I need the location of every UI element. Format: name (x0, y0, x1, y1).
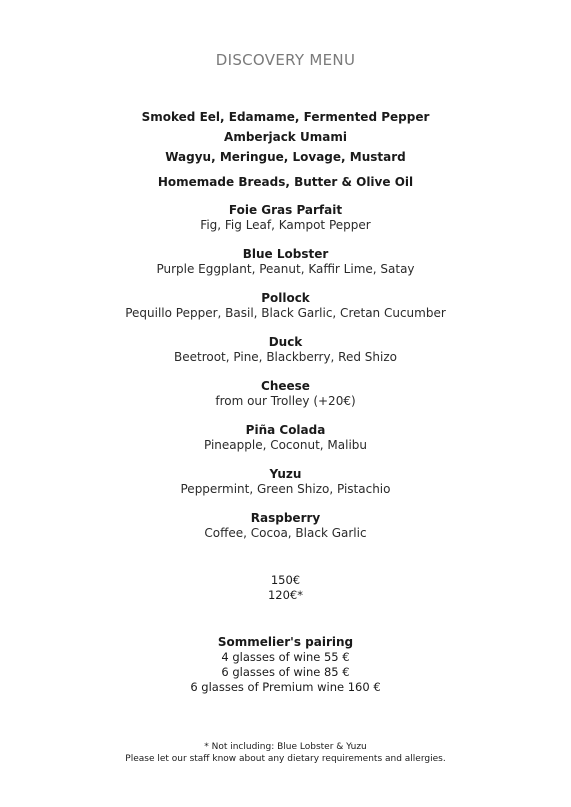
footer-notes (0, 741, 571, 765)
pairing-title: Sommelier's pairing (217, 635, 354, 649)
course-name: Cheese (261, 379, 310, 393)
courses-list (0, 202, 571, 554)
starters-list (0, 107, 571, 167)
course-item (0, 246, 571, 290)
course-item (0, 422, 571, 466)
course-description: from our Trolley (+20€) (215, 394, 356, 408)
course-item (0, 334, 571, 378)
menu-price: 150€ (270, 573, 301, 587)
starter-item: Wagyu, Meringue, Lovage, Mustard (165, 150, 406, 164)
course-name: Yuzu (269, 467, 302, 481)
course-description: Fig, Fig Leaf, Kampot Pepper (200, 218, 371, 232)
menu-price-reduced: 120€* (267, 588, 304, 602)
sommelier-pairing (0, 634, 571, 695)
course-item (0, 290, 571, 334)
prices-block (0, 573, 571, 603)
footnote: * Not including: Blue Lobster & Yuzu (204, 742, 367, 752)
course-name: Pollock (261, 291, 310, 305)
course-name: Raspberry (250, 511, 321, 525)
course-item (0, 466, 571, 510)
starter-item: Smoked Eel, Edamame, Fermented Pepper (141, 110, 430, 124)
course-description: Purple Eggplant, Peanut, Kaffir Lime, Satay (156, 262, 415, 276)
course-description: Pequillo Pepper, Basil, Black Garlic, Cretan Cucumber (125, 306, 446, 320)
course-description: Coffee, Cocoa, Black Garlic (204, 526, 367, 540)
starter-item: Amberjack Umami (224, 130, 347, 144)
course-description: Pineapple, Coconut, Malibu (203, 438, 368, 452)
course-name: Blue Lobster (242, 247, 329, 261)
course-description: Beetroot, Pine, Blackberry, Red Shizo (174, 350, 397, 364)
course-name: Piña Colada (245, 423, 326, 437)
course-name: Foie Gras Parfait (228, 203, 343, 217)
allergy-note: Please let our staff know about any dietary requirements and allergies. (125, 754, 446, 764)
pairing-option: 4 glasses of wine 55 € (221, 650, 350, 664)
course-description: Peppermint, Green Shizo, Pistachio (180, 482, 391, 496)
course-item (0, 510, 571, 554)
pairing-option: 6 glasses of Premium wine 160 € (190, 680, 381, 694)
pairing-option: 6 glasses of wine 85 € (221, 665, 350, 679)
menu-title: DISCOVERY MENU (215, 51, 356, 69)
course-name: Duck (268, 335, 303, 349)
breads-item: Homemade Breads, Butter & Olive Oil (157, 175, 414, 189)
course-item (0, 378, 571, 422)
course-item (0, 202, 571, 246)
